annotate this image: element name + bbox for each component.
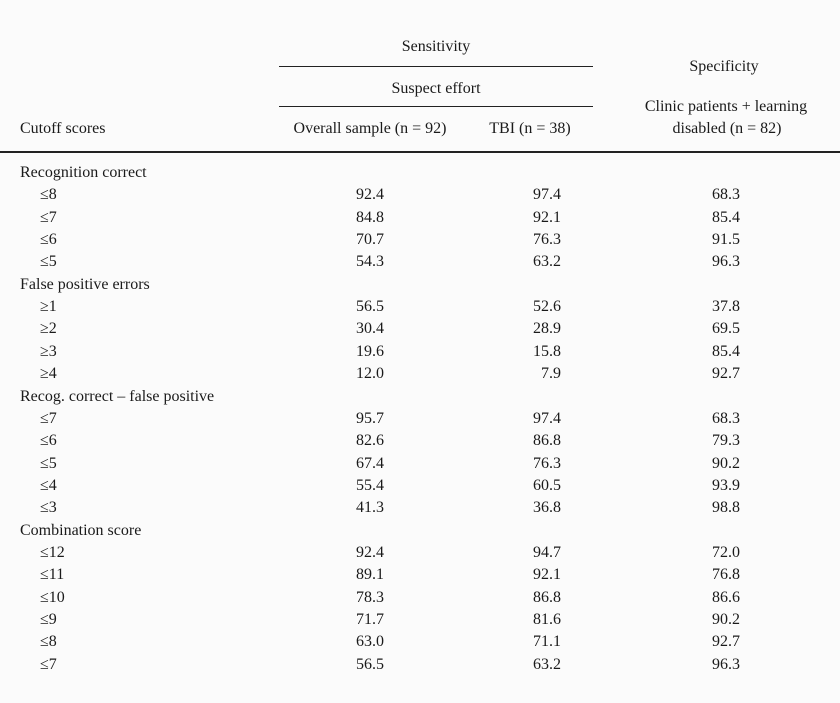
specificity-cell-value: 37.8 xyxy=(712,298,740,316)
cutoff-cell: ≤10 xyxy=(40,588,65,606)
tbi-cell-value: 92.1 xyxy=(533,566,561,584)
specificity-cell-value: 98.8 xyxy=(712,499,740,517)
suspect-effort-rule xyxy=(279,106,593,107)
cutoff-cell: ≤3 xyxy=(40,499,57,517)
tbi-cell-value: 81.6 xyxy=(533,611,561,628)
overall-sample-cell-value: 56.5 xyxy=(356,655,384,673)
overall-sample-cell-value: 84.8 xyxy=(356,208,384,226)
table-row xyxy=(0,475,840,497)
overall-sample-cell-value: 82.6 xyxy=(356,432,384,450)
specificity-group-line1: Clinic patients + learning xyxy=(644,98,808,115)
table-row xyxy=(0,229,840,251)
tbi-cell-value: 7.9 xyxy=(541,365,561,383)
section-title: Recog. correct – false positive xyxy=(20,387,215,405)
table-row xyxy=(0,363,840,385)
table-row xyxy=(0,207,840,229)
cutoff-cell: ≥2 xyxy=(40,320,57,338)
cutoff-cell: ≤7 xyxy=(40,409,57,427)
overall-sample-cell-value: 41.3 xyxy=(356,499,384,517)
specificity-heading: Specificity xyxy=(689,58,759,75)
tbi-cell-value: 76.3 xyxy=(533,454,561,472)
table-row xyxy=(0,251,840,273)
cutoff-cell: ≤11 xyxy=(40,566,65,584)
table-row xyxy=(0,631,840,653)
overall-sample-heading: Overall sample (n = 92) xyxy=(293,120,447,137)
table-row xyxy=(0,497,840,519)
cutoff-cell: ≤9 xyxy=(40,611,57,628)
cutoff-cell: ≤7 xyxy=(40,655,57,673)
tbi-cell-value: 60.5 xyxy=(533,476,561,494)
overall-sample-cell-value: 30.4 xyxy=(356,320,384,338)
specificity-cell-value: 68.3 xyxy=(712,186,740,204)
cutoff-cell: ≤6 xyxy=(40,231,57,249)
sensitivity-rule xyxy=(279,66,593,67)
table-row xyxy=(0,654,840,676)
cutoff-cell: ≤4 xyxy=(40,476,57,494)
overall-sample-cell-value: 12.0 xyxy=(356,365,384,383)
tbi-cell-value: 92.1 xyxy=(533,208,561,226)
table-row xyxy=(0,453,840,475)
specificity-cell-value: 96.3 xyxy=(712,253,740,271)
cutoff-cell: ≤6 xyxy=(40,432,57,450)
specificity-group-line2-text: disabled (n = 82) xyxy=(672,120,782,137)
overall-sample-cell-value: 19.6 xyxy=(356,342,384,360)
overall-sample-cell-value: 55.4 xyxy=(356,476,384,494)
cutoff-cell: ≤8 xyxy=(40,633,57,651)
tbi-cell-value: 76.3 xyxy=(533,231,561,249)
specificity-cell-value: 91.5 xyxy=(712,231,740,249)
specificity-cell-value: 68.3 xyxy=(712,409,740,427)
sensitivity-heading: Sensitivity xyxy=(401,38,471,55)
section-title: Recognition correct xyxy=(20,164,147,181)
tbi-cell-value: 97.4 xyxy=(533,409,561,427)
table-row xyxy=(0,184,840,206)
table-row xyxy=(0,564,840,586)
tbi-cell-value: 71.1 xyxy=(533,633,561,651)
tbi-cell-value: 36.8 xyxy=(533,499,561,517)
tbi-cell-value: 86.8 xyxy=(533,588,561,606)
overall-sample-cell-value: 78.3 xyxy=(356,588,384,606)
cutoff-cell: ≤7 xyxy=(40,208,57,226)
cutoff-cell: ≤12 xyxy=(40,543,65,561)
table-row xyxy=(0,318,840,340)
overall-sample-cell-value: 56.5 xyxy=(356,298,384,316)
overall-sample-cell-value: 54.3 xyxy=(356,253,384,271)
specificity-cell-value: 69.5 xyxy=(712,320,740,338)
specificity-cell-value: 72.0 xyxy=(712,543,740,561)
section-title: Combination score xyxy=(20,521,142,539)
cutoff-cell: ≤8 xyxy=(40,186,57,204)
overall-sample-cell-value: 70.7 xyxy=(356,231,384,249)
table-row xyxy=(0,341,840,363)
specificity-cell-value: 85.4 xyxy=(712,208,740,226)
specificity-cell-value: 93.9 xyxy=(712,476,740,494)
table-row xyxy=(0,408,840,430)
specificity-cell-value: 76.8 xyxy=(712,566,740,584)
overall-sample-cell-value: 71.7 xyxy=(356,611,384,628)
table-row xyxy=(0,296,840,318)
tbi-cell-value: 15.8 xyxy=(533,342,561,360)
specificity-cell-value: 96.3 xyxy=(712,655,740,673)
table-row xyxy=(0,609,840,631)
header-bottom-rule xyxy=(0,151,840,153)
overall-sample-cell-value: 89.1 xyxy=(356,566,384,584)
tbi-cell-value: 94.7 xyxy=(533,543,561,561)
specificity-cell-value: 92.7 xyxy=(712,633,740,651)
tbi-cell-value: 63.2 xyxy=(533,655,561,673)
overall-sample-cell-value: 92.4 xyxy=(356,543,384,561)
overall-sample-cell-value: 63.0 xyxy=(356,633,384,651)
suspect-effort-heading: Suspect effort xyxy=(391,80,481,97)
tbi-cell-value: 97.4 xyxy=(533,186,561,204)
specificity-cell-value: 79.3 xyxy=(712,432,740,450)
tbi-cell-value: 28.9 xyxy=(533,320,561,338)
cutoff-cell: ≥1 xyxy=(40,298,57,316)
specificity-cell-value: 90.2 xyxy=(712,454,740,472)
specificity-cell-value: 90.2 xyxy=(712,611,740,628)
table-row xyxy=(0,542,840,564)
section-title: False positive errors xyxy=(20,275,150,293)
table-row xyxy=(0,587,840,609)
cutoff-cell: ≤5 xyxy=(40,253,57,271)
tbi-cell-value: 52.6 xyxy=(533,298,561,316)
overall-sample-cell-value: 95.7 xyxy=(356,409,384,427)
specificity-cell-value: 86.6 xyxy=(712,588,740,606)
overall-sample-cell-value: 92.4 xyxy=(356,186,384,204)
table-row xyxy=(0,430,840,452)
tbi-cell-value: 86.8 xyxy=(533,432,561,450)
cutoff-scores-heading: Cutoff scores xyxy=(20,120,106,137)
specificity-group-line2 xyxy=(673,120,782,138)
cutoff-cell: ≥4 xyxy=(40,365,57,383)
tbi-cell-value: 63.2 xyxy=(533,253,561,271)
specificity-cell-value: 92.7 xyxy=(712,365,740,383)
cutoff-cell: ≤5 xyxy=(40,454,57,472)
tbi-heading: TBI (n = 38) xyxy=(489,120,571,137)
overall-sample-cell-value: 67.4 xyxy=(356,454,384,472)
specificity-cell-value: 85.4 xyxy=(712,342,740,360)
cutoff-cell: ≥3 xyxy=(40,342,57,360)
